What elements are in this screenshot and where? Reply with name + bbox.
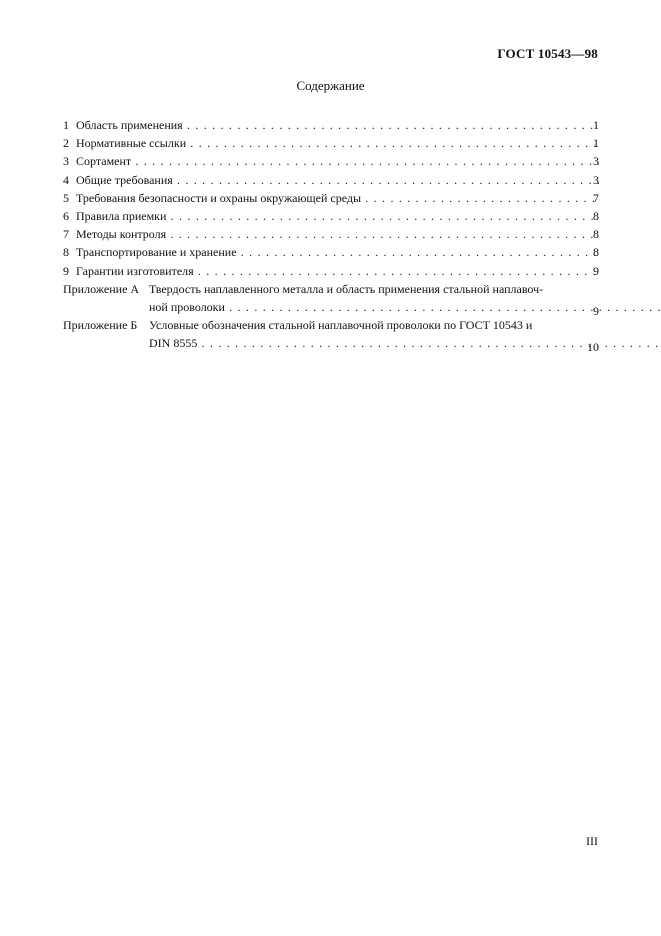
toc-item-page: 1: [593, 118, 599, 132]
toc-item-number: 3: [63, 154, 69, 169]
page-title: Содержание: [296, 78, 365, 93]
toc-appendix-title: [149, 280, 661, 316]
toc-item-9[interactable]: [63, 262, 599, 280]
toc-item-title: Общие требования . . .: [76, 171, 599, 189]
toc-item-title: Область применения . . .: [76, 116, 599, 134]
toc-appendix-label: Приложение А: [63, 281, 140, 296]
toc-item-title: Правила приемки . . .: [76, 207, 599, 225]
toc-item-1[interactable]: [63, 116, 599, 134]
toc-appendix-a[interactable]: [63, 280, 599, 319]
toc-item-page: 1: [593, 136, 599, 151]
toc-item-4[interactable]: [63, 171, 599, 189]
toc-item-title: Требования безопасности и охраны окружающей среды . . .: [76, 189, 599, 207]
toc-item-2[interactable]: [63, 134, 599, 152]
toc-item-page: 9: [593, 263, 599, 278]
toc-item-number: 5: [63, 190, 69, 205]
toc-item-5[interactable]: [63, 189, 599, 207]
toc-item-number: 2: [63, 136, 69, 151]
toc-appendix-label: Приложение Б: [63, 318, 138, 333]
toc-item-page: 8: [593, 209, 599, 224]
toc-appendix-title: [149, 316, 661, 352]
toc-item-page: 3: [593, 154, 599, 169]
toc-appendix-title-line2: DIN 8555 . . .: [149, 334, 661, 352]
toc-item-6[interactable]: [63, 207, 599, 225]
toc-item-number: 7: [63, 227, 69, 242]
toc-item-title: Сортамент . . .: [76, 152, 599, 170]
toc-appendix-title-line1: Твердость наплавленного металла и область применения стальной наплавоч-: [149, 281, 544, 296]
toc-item-title: Методы контроля . . .: [76, 225, 599, 243]
toc-item-number: 8: [63, 245, 69, 260]
toc-item-number: 4: [63, 172, 69, 187]
toc-appendix-page: 10: [587, 340, 599, 355]
page-number: III: [586, 834, 598, 848]
toc-item-title: Транспортирование и хранение . . .: [76, 243, 599, 261]
toc-appendix-page: 9: [593, 304, 599, 319]
toc-item-title: Нормативные ссылки . . .: [76, 134, 599, 152]
document-code-header: ГОСТ 10543—98: [497, 46, 598, 61]
toc-appendix-title-line2: ной проволоки . . .: [149, 298, 661, 316]
toc-item-number: 9: [63, 263, 69, 278]
toc-item-number: 1: [63, 118, 69, 132]
toc-item-number: 6: [63, 209, 69, 224]
toc-item-3[interactable]: [63, 152, 599, 170]
toc-item-page: 8: [593, 227, 599, 242]
toc-item-page: 3: [593, 172, 599, 187]
toc-item-8[interactable]: [63, 243, 599, 261]
toc-item-7[interactable]: [63, 225, 599, 243]
toc-item-page: 7: [593, 190, 599, 205]
table-of-contents: [63, 116, 599, 353]
toc-item-page: 8: [593, 245, 599, 260]
toc-appendix-b[interactable]: [63, 316, 599, 355]
toc-appendix-title-line1: Условные обозначения стальной наплавочной проволоки по ГОСТ 10543 и: [149, 318, 533, 333]
toc-item-title: Гарантии изготовителя . . .: [76, 262, 599, 280]
